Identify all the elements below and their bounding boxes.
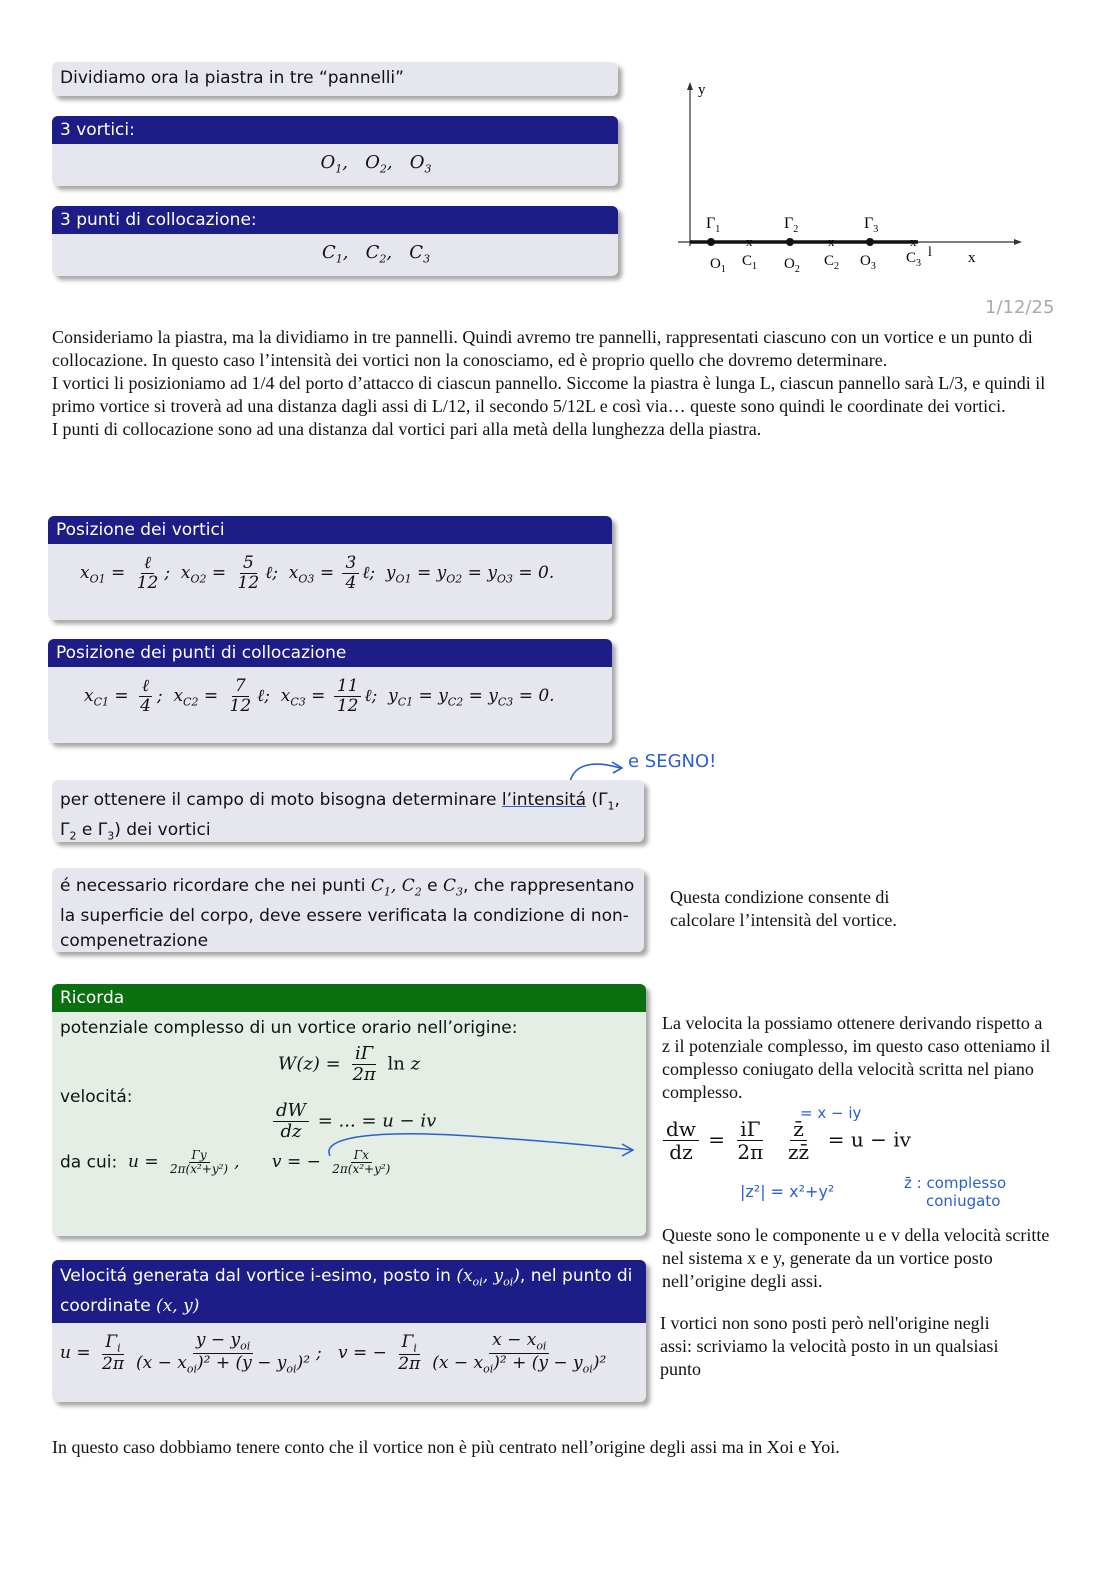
label-c3: $C_3$ [906, 250, 922, 269]
ricorda-box [52, 984, 646, 1236]
label-c1: $C_1$ [742, 253, 758, 272]
collocation-mark-3: x [910, 234, 917, 249]
vortex-point-1 [707, 238, 715, 246]
ricorda-title: Ricorda [52, 984, 646, 1012]
segno-note: e SEGNO! [628, 751, 717, 772]
noncompenetration-box [52, 868, 644, 952]
intro-box [52, 62, 618, 96]
vortex-position-title: Posizione dei vortici [48, 516, 612, 544]
hw-modulus: |z²| = x²+y² [740, 1182, 835, 1201]
hw-conj-eq: = x − iy [800, 1104, 862, 1122]
label-o1: $O_1$ [710, 256, 726, 275]
panel-diagram [670, 76, 1030, 286]
components-note: Queste sono le componente u e v della velocità scritte nel sistema x e y, generate da un vortice posto nell’origine degli assi. [662, 1225, 1050, 1291]
collocation-position-box [48, 639, 612, 743]
vortices-box [52, 116, 618, 186]
vortex-point-2 [786, 238, 794, 246]
collocation-position-formula: $x_{C1}$ = $\frac{\text{ℓ}}{4}$ ; $x_{C2}$ = $\frac{7}{12}$ ℓ; $x_{C3}$ = $\frac{11}{12}$ ℓ; $y_{C1} = y_{C2} = y_{C3} = 0$. [84, 676, 555, 716]
x-axis-label: x [968, 250, 976, 266]
note-paragraph-3: I punti di collocazione sono ad una distanza dal vortici pari alla metà della lunghezza della piastra. [52, 419, 762, 439]
gamma-2: $\Gamma_2$ [784, 215, 799, 235]
intensity-box [52, 780, 644, 842]
hw-dw-dz: $\frac{dw}{dz}$ = $\frac{i\Gamma}{2\pi}$ $\frac{z̄}{zz̄}$ = u − iv [660, 1118, 911, 1164]
note-paragraph-1: Consideriamo la piastra, ma la dividiamo in tre pannelli. Quindi avremo tre pannelli, rappresentati ciascuno con un vortice e un punto di collocazione. In questo caso l’intensità dei vortici non la conosciamo, ed è proprio quello che dovremo determinare. [52, 327, 1033, 370]
gamma-1: $\Gamma_1$ [706, 215, 721, 235]
not-origin-note: I vortici non sono posti però nell'origine negli assi: scriviamo la velocità posto in un qualsiasi punto [660, 1313, 999, 1379]
handwritten-formula [660, 1104, 1080, 1228]
vortices-title: 3 vortici: [52, 116, 618, 144]
complex-potential-formula: W(z) = $\frac{i\Gamma}{2\pi}$ ln z [277, 1043, 421, 1085]
vortex-position-box [48, 516, 612, 620]
vortex-position-formula: $x_{O1}$ = $\frac{\text{ℓ}}{12}$ ; $x_{O2}$ = $\frac{5}{12}$ ℓ; $x_{O3}$ = $\frac{3}{4}$ ℓ; $y_{O1} = y_{O2} = y_{O3} = 0$. [80, 553, 555, 593]
y-axis-label: y [698, 82, 706, 98]
label-o3: $O_3$ [860, 253, 876, 272]
intro-text: Dividiamo ora la piastra in tre “pannelli” [60, 68, 404, 88]
collocation-box [52, 206, 618, 276]
note-paragraph-2: I vortici li posizioniamo ad 1/4 del porto d’attacco di ciascun pannello. Siccome la piastra è lunga L, ciascun pannello sarà L/3, e quindi il primo vortice si troverà ad una distanza dagli assi di L/12, il secondo 5/12L e così via… queste sono quindi le coordinate dei vortici. [52, 373, 1046, 416]
ith-velocity-box [52, 1260, 646, 1402]
derivative-formula: $\frac{dW}{dz}$ = ... = u − iv [270, 1101, 638, 1142]
length-label: l [928, 245, 932, 260]
noncompenetration-text: é necessario ricordare che nei punti $C_1$, $C_2$ e $C_3$, che rappresentano la superficie del corpo, deve essere verificata la condizione di non-compenetrazione [60, 876, 635, 952]
intensity-underlined: l’intensitá [501, 790, 587, 810]
dacui-line: da cui: u = $\frac{\Gamma y}{\text{2π(x²+y²)}}$ , v = − $\frac{\Gamma x}{\text{2π(x²+y²)}}$ [60, 1147, 391, 1177]
velocity-note: La velocita la possiamo ottenere derivando rispetto a z il potenziale complesso, im questo caso otteniamo il complesso coniugato della velocità scritta nel piano complesso. [662, 1013, 1051, 1102]
ith-velocity-title: Velocitá generata dal vortice i-esimo, posto in ($x_{oi}$, $y_{oi}$), nel punto di coordinate (x, y) [52, 1260, 646, 1323]
gamma-3: $\Gamma_3$ [864, 215, 879, 235]
collocation-title: 3 punti di collocazione: [52, 206, 618, 234]
final-note: In questo caso dobbiamo tenere conto che il vortice non è più centrato nell’origine degli assi ma in Xoi e Yoi. [52, 1437, 840, 1457]
collocation-mark-2: x [828, 234, 835, 249]
page-number: 1/12/25 [985, 297, 1055, 318]
collocation-position-title: Posizione dei punti di collocazione [48, 639, 612, 667]
handwritten-arrow [320, 1126, 640, 1166]
vortices-list: $O_1$, $O_2$, $O_3$ [320, 152, 432, 176]
label-o2: $O_2$ [784, 256, 800, 275]
ith-velocity-formula: u = $\frac{\Gamma_i}{2\pi}$ $\frac{y - y_{oi}}{(x - x_{oi})^2 + (y - y_{oi})^2}$ ; v = − $\frac{\Gamma_i}{2\pi}$ $\frac{x - x_{oi}}{(x - x_{oi})^2 + (y - y_{oi})^2}$ [60, 1330, 607, 1376]
collocation-mark-1: x [746, 234, 753, 249]
intensity-text: per ottenere il campo di moto bisogna determinare l’intensitá ($\Gamma_1$, $\Gamma_2$ e $\Gamma_3$) dei vortici [60, 790, 620, 843]
collocation-list: $C_1$, $C_2$, $C_3$ [321, 242, 431, 266]
velocita-label: velocitá: [60, 1087, 133, 1108]
hw-conjugate-note: z̄ : complesso coniugato [904, 1174, 1007, 1210]
label-c2: $C_2$ [824, 253, 840, 272]
vortex-point-3 [866, 238, 874, 246]
ricorda-line-1: potenziale complesso di un vortice orario nell’origine: [60, 1018, 518, 1038]
condition-note: Questa condizione consente di calcolare l’intensità del vortice. [670, 887, 897, 930]
notes-block [52, 326, 1052, 441]
